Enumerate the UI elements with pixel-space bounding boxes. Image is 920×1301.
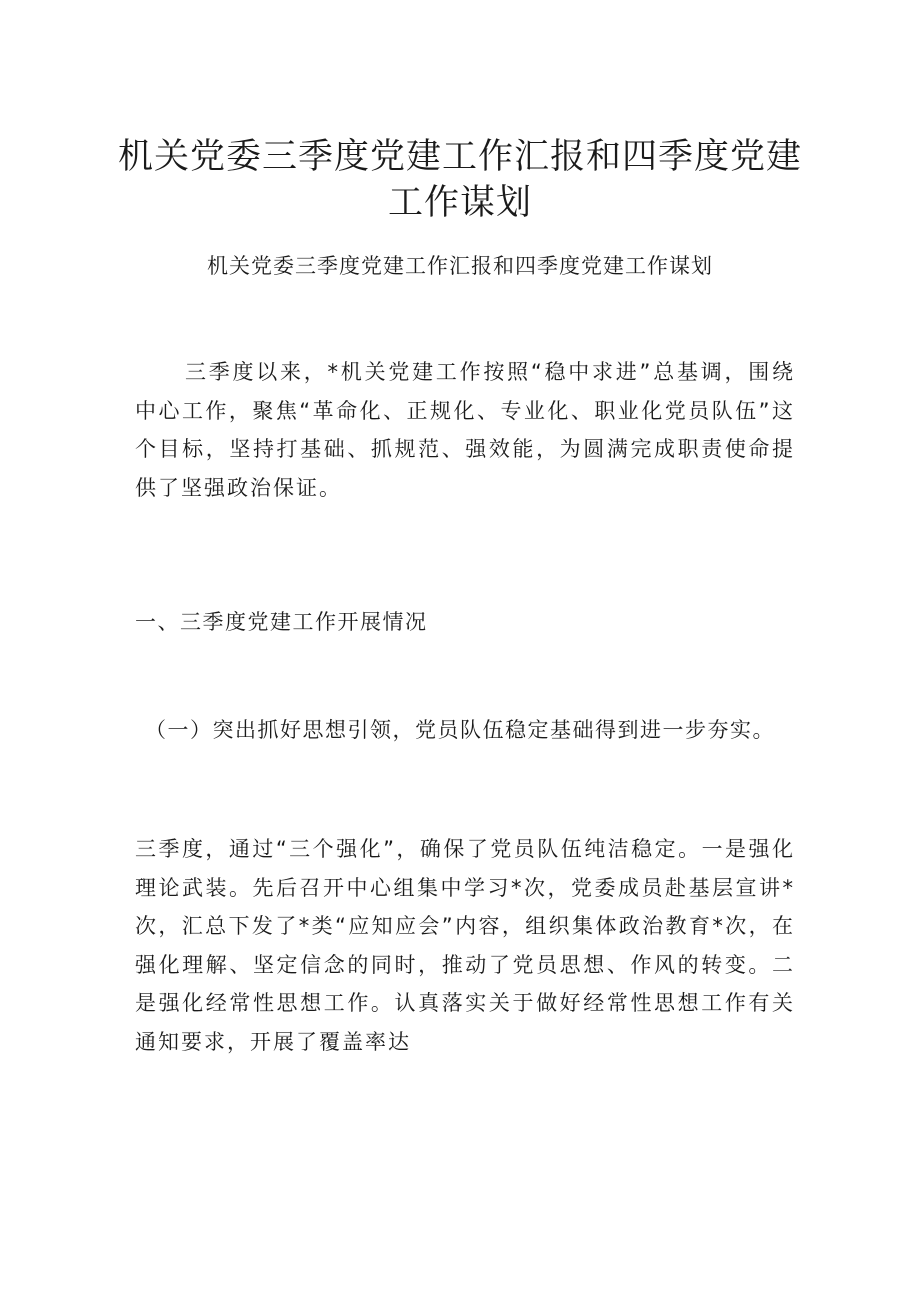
intro-paragraph: 三季度以来，*机关党建工作按照“稳中求进”总基调，围绕中心工作，聚焦“革命化、正规化、专业化、职业化党员队伍”这个目标，坚持打基础、抓规范、强效能，为圆满完成职责使命提供了坚强政治保证。 (135, 360, 795, 500)
document-title-line-2: 工作谋划 (387, 183, 532, 223)
document-title-line-1: 机关党委三季度党建工作汇报和四季度党建 (117, 137, 802, 177)
body-paragraph: 三季度，通过“三个强化”，确保了党员队伍纯洁稳定。一是强化理论武装。先后召开中心组集中学习*次，党委成员赴基层宣讲*次，汇总下发了*类“应知应会”内容，组织集体政治教育*次，在强化理解、坚定信念的同时，推动了党员思想、作风的转变。二是强化经常性思想工作。认真落实关于做好经常性思想工作有关通知要求，开展了覆盖率达 (135, 837, 795, 1054)
section-heading: 一、三季度党建工作开展情况 (135, 610, 428, 634)
subsection-heading: （一）突出抓好思想引领，党员队伍稳定基础得到进一步夯实。 (145, 718, 775, 742)
document-title (100, 134, 820, 226)
document-subtitle: 机关党委三季度党建工作汇报和四季度党建工作谋划 (207, 254, 713, 278)
